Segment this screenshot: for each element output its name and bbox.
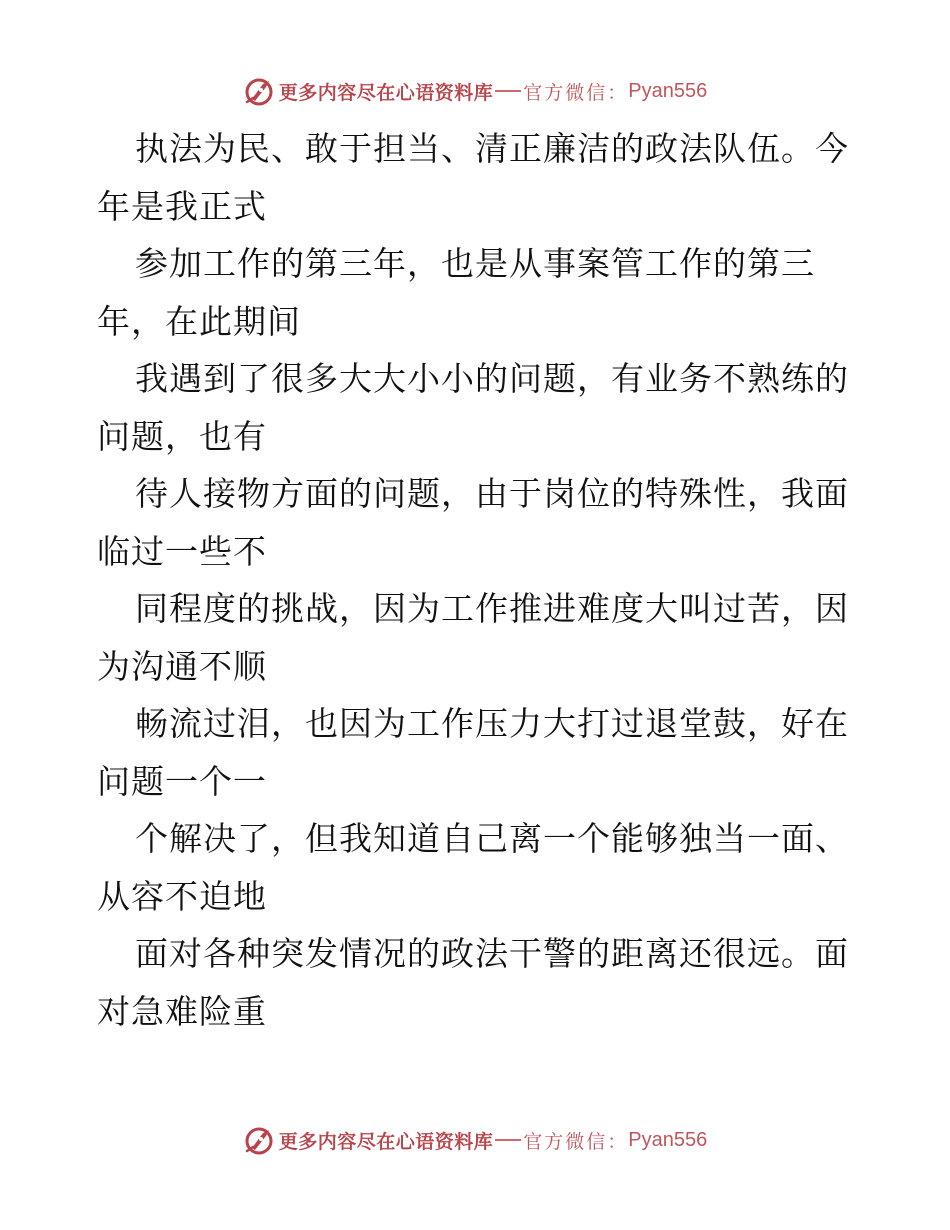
text-line: 对急难险重 [97,991,267,1031]
text-line: 年，在此期间 [97,301,301,341]
text-line: 执法为民、敢于担当、清正廉洁的政法队伍。今 [135,129,849,168]
header-dash [495,90,521,92]
header-site-name: 更多内容尽在心语资料库 [278,81,494,104]
pen-nib-logo-icon [243,75,275,107]
text-line: 我遇到了很多大大小小的问题，有业务不熟练的 [135,359,849,398]
header-banner [0,71,950,111]
text-line: 年是我正式 [97,186,267,226]
footer-banner [0,1120,950,1160]
text-line: 临过一些不 [97,531,267,571]
footer-wechat-id: Pyan556 [628,1128,708,1151]
text-line: 待人接物方面的问题，由于岗位的特殊性，我面 [135,474,849,513]
text-line: 从容不迫地 [97,876,267,916]
text-line: 同程度的挑战，因为工作推进难度大叫过苦，因 [135,589,849,628]
pen-nib-logo-icon [243,1124,275,1156]
footer-wechat-label: 官方微信： [523,1130,629,1153]
text-line: 个解决了，但我知道自己离一个能够独当一面、 [135,819,849,858]
header-wechat-label: 官方微信： [523,81,629,104]
document-body [97,120,867,1040]
footer-dash [495,1139,521,1141]
text-line: 为沟通不顺 [97,646,267,686]
footer-site-name: 更多内容尽在心语资料库 [278,1130,494,1153]
text-line: 参加工作的第三年，也是从事案管工作的第三 [135,244,815,283]
text-line: 问题，也有 [97,416,267,456]
text-line: 问题一个一 [97,761,267,801]
text-line: 畅流过泪，也因为工作压力大打过退堂鼓，好在 [135,704,849,743]
header-wechat-id: Pyan556 [628,79,708,102]
text-line: 面对各种突发情况的政法干警的距离还很远。面 [135,934,849,973]
